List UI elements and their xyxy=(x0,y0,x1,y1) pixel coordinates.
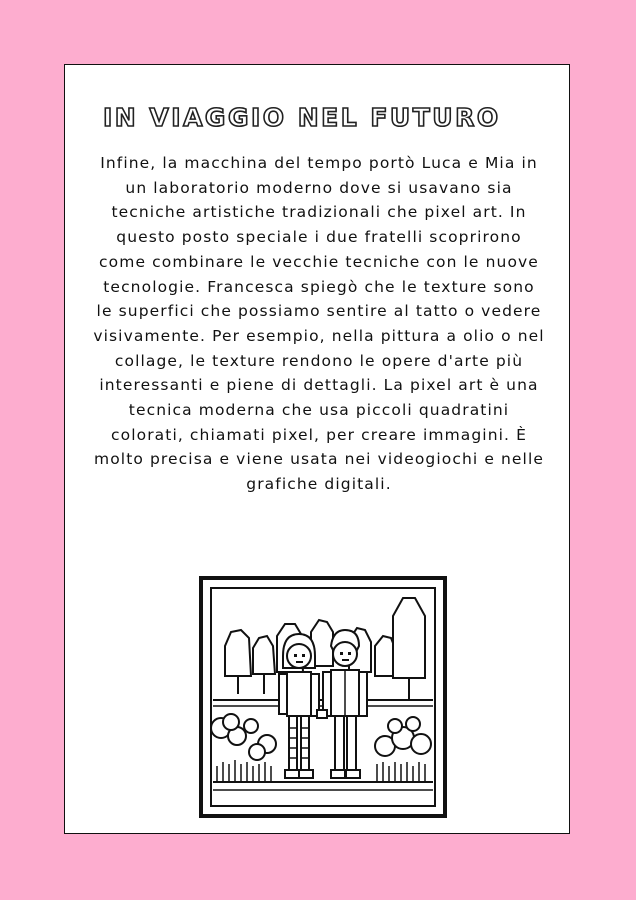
kids-in-park-image xyxy=(199,576,447,818)
pixel-art-illustration xyxy=(199,576,447,818)
page-title: IN VIAGGIO NEL FUTURO xyxy=(103,103,501,132)
worksheet-page xyxy=(64,64,570,834)
story-paragraph: Infine, la macchina del tempo portò Luca e Mia in un laboratorio moderno dove si usavano sia tecniche artistiche tradizionali che pixel art. In questo posto speciale i due fratelli scoprirono come combinare le vecchie tecniche con le nuove tecnologie. Francesca spiegò che le texture sono le superfici che possiamo sentire al tatto o vedere visivamente. Per esempio, nella pittura a olio o nel collage, le texture rendono le opere d'arte più interessanti e piene di dettagli. La pixel art è una tecnica moderna che usa piccoli quadratini colorati, chiamati pixel, per creare immagini. È molto precisa e viene usata nei videogiochi e nelle grafiche digitali. xyxy=(93,154,545,494)
